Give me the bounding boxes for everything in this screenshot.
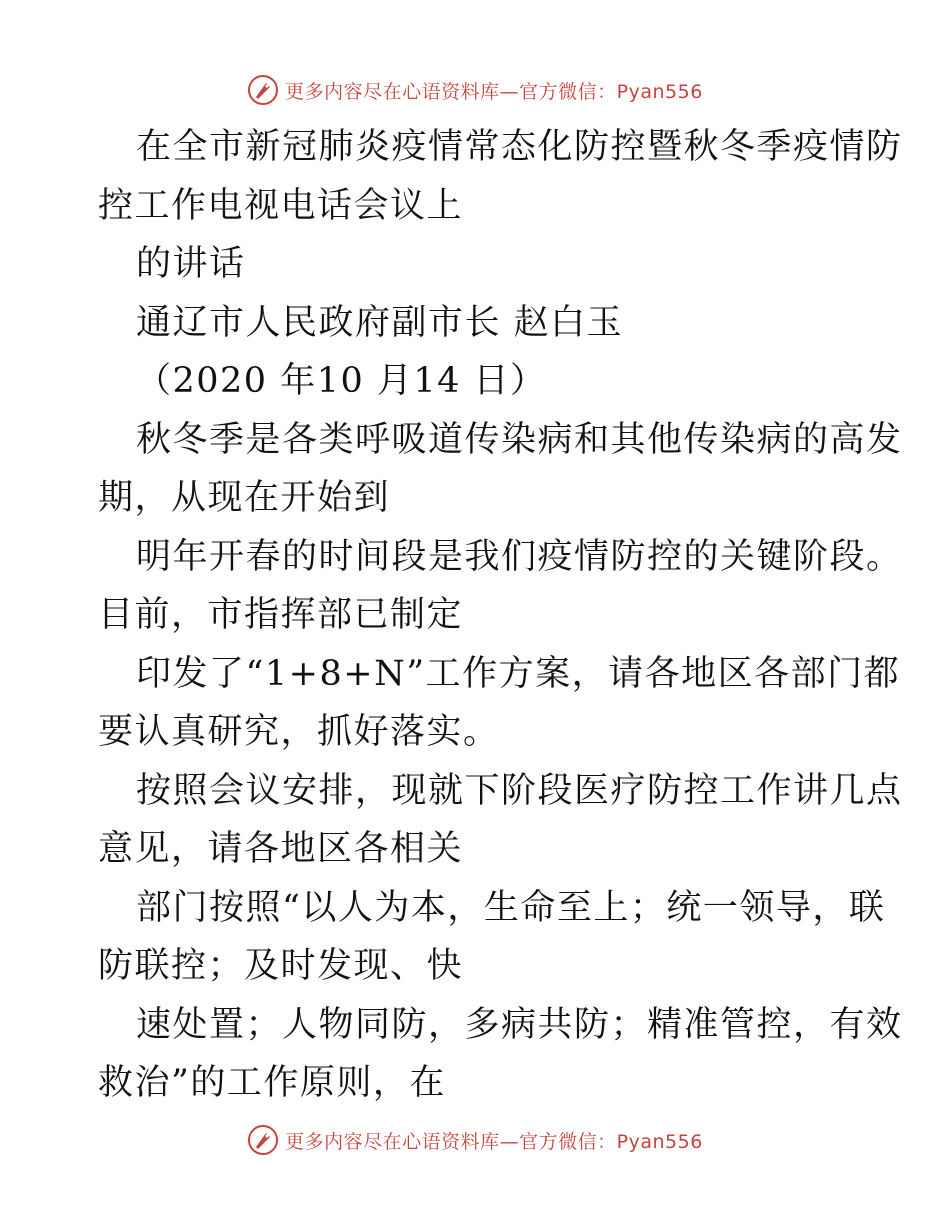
text-line: 救治”的工作原则，在 [98,1063,446,1103]
pen-nib-logo-icon [247,74,279,106]
document-body [98,118,903,1113]
text-line: 明年开春的时间段是我们疫情防控的关键阶段。 [136,536,903,577]
text-line: 意见，请各地区各相关 [98,829,464,869]
text-line: 通辽市人民政府副市长 赵白玉 [136,302,624,343]
text-line: 控工作电视电话会议上 [98,185,464,226]
text-line: 部门按照“以人为本，生命至上；统一领导，联 [136,887,886,928]
text-line: 在全市新冠肺炎疫情常态化防控暨秋冬季疫情防 [136,127,903,167]
text-line: 期，从现在开始到 [98,478,391,518]
text-line: （2020 年10 月14 日） [136,361,547,401]
text-line: 速处置；人物同防，多病共防；精准管控，有效 [136,1004,903,1045]
watermark-text: 更多内容尽在心语资料库—官方微信：Pyan556 [285,80,703,103]
footer-watermark [0,1120,950,1160]
text-line: 按照会议安排，现就下阶段医疗防控工作讲几点 [136,770,903,811]
watermark-text: 更多内容尽在心语资料库—官方微信：Pyan556 [285,1130,703,1153]
text-line: 印发了“1+8+N”工作方案，请各地区各部门都 [136,653,901,694]
text-line: 防联控；及时发现、快 [98,946,464,986]
header-watermark [0,70,950,110]
text-line: 目前，市指挥部已制定 [98,595,464,635]
pen-nib-logo-icon [247,1124,279,1156]
text-line: 的讲话 [136,244,246,284]
text-line: 要认真研究，抓好落实。 [98,712,500,752]
text-line: 秋冬季是各类呼吸道传染病和其他传染病的高发 [136,419,903,460]
